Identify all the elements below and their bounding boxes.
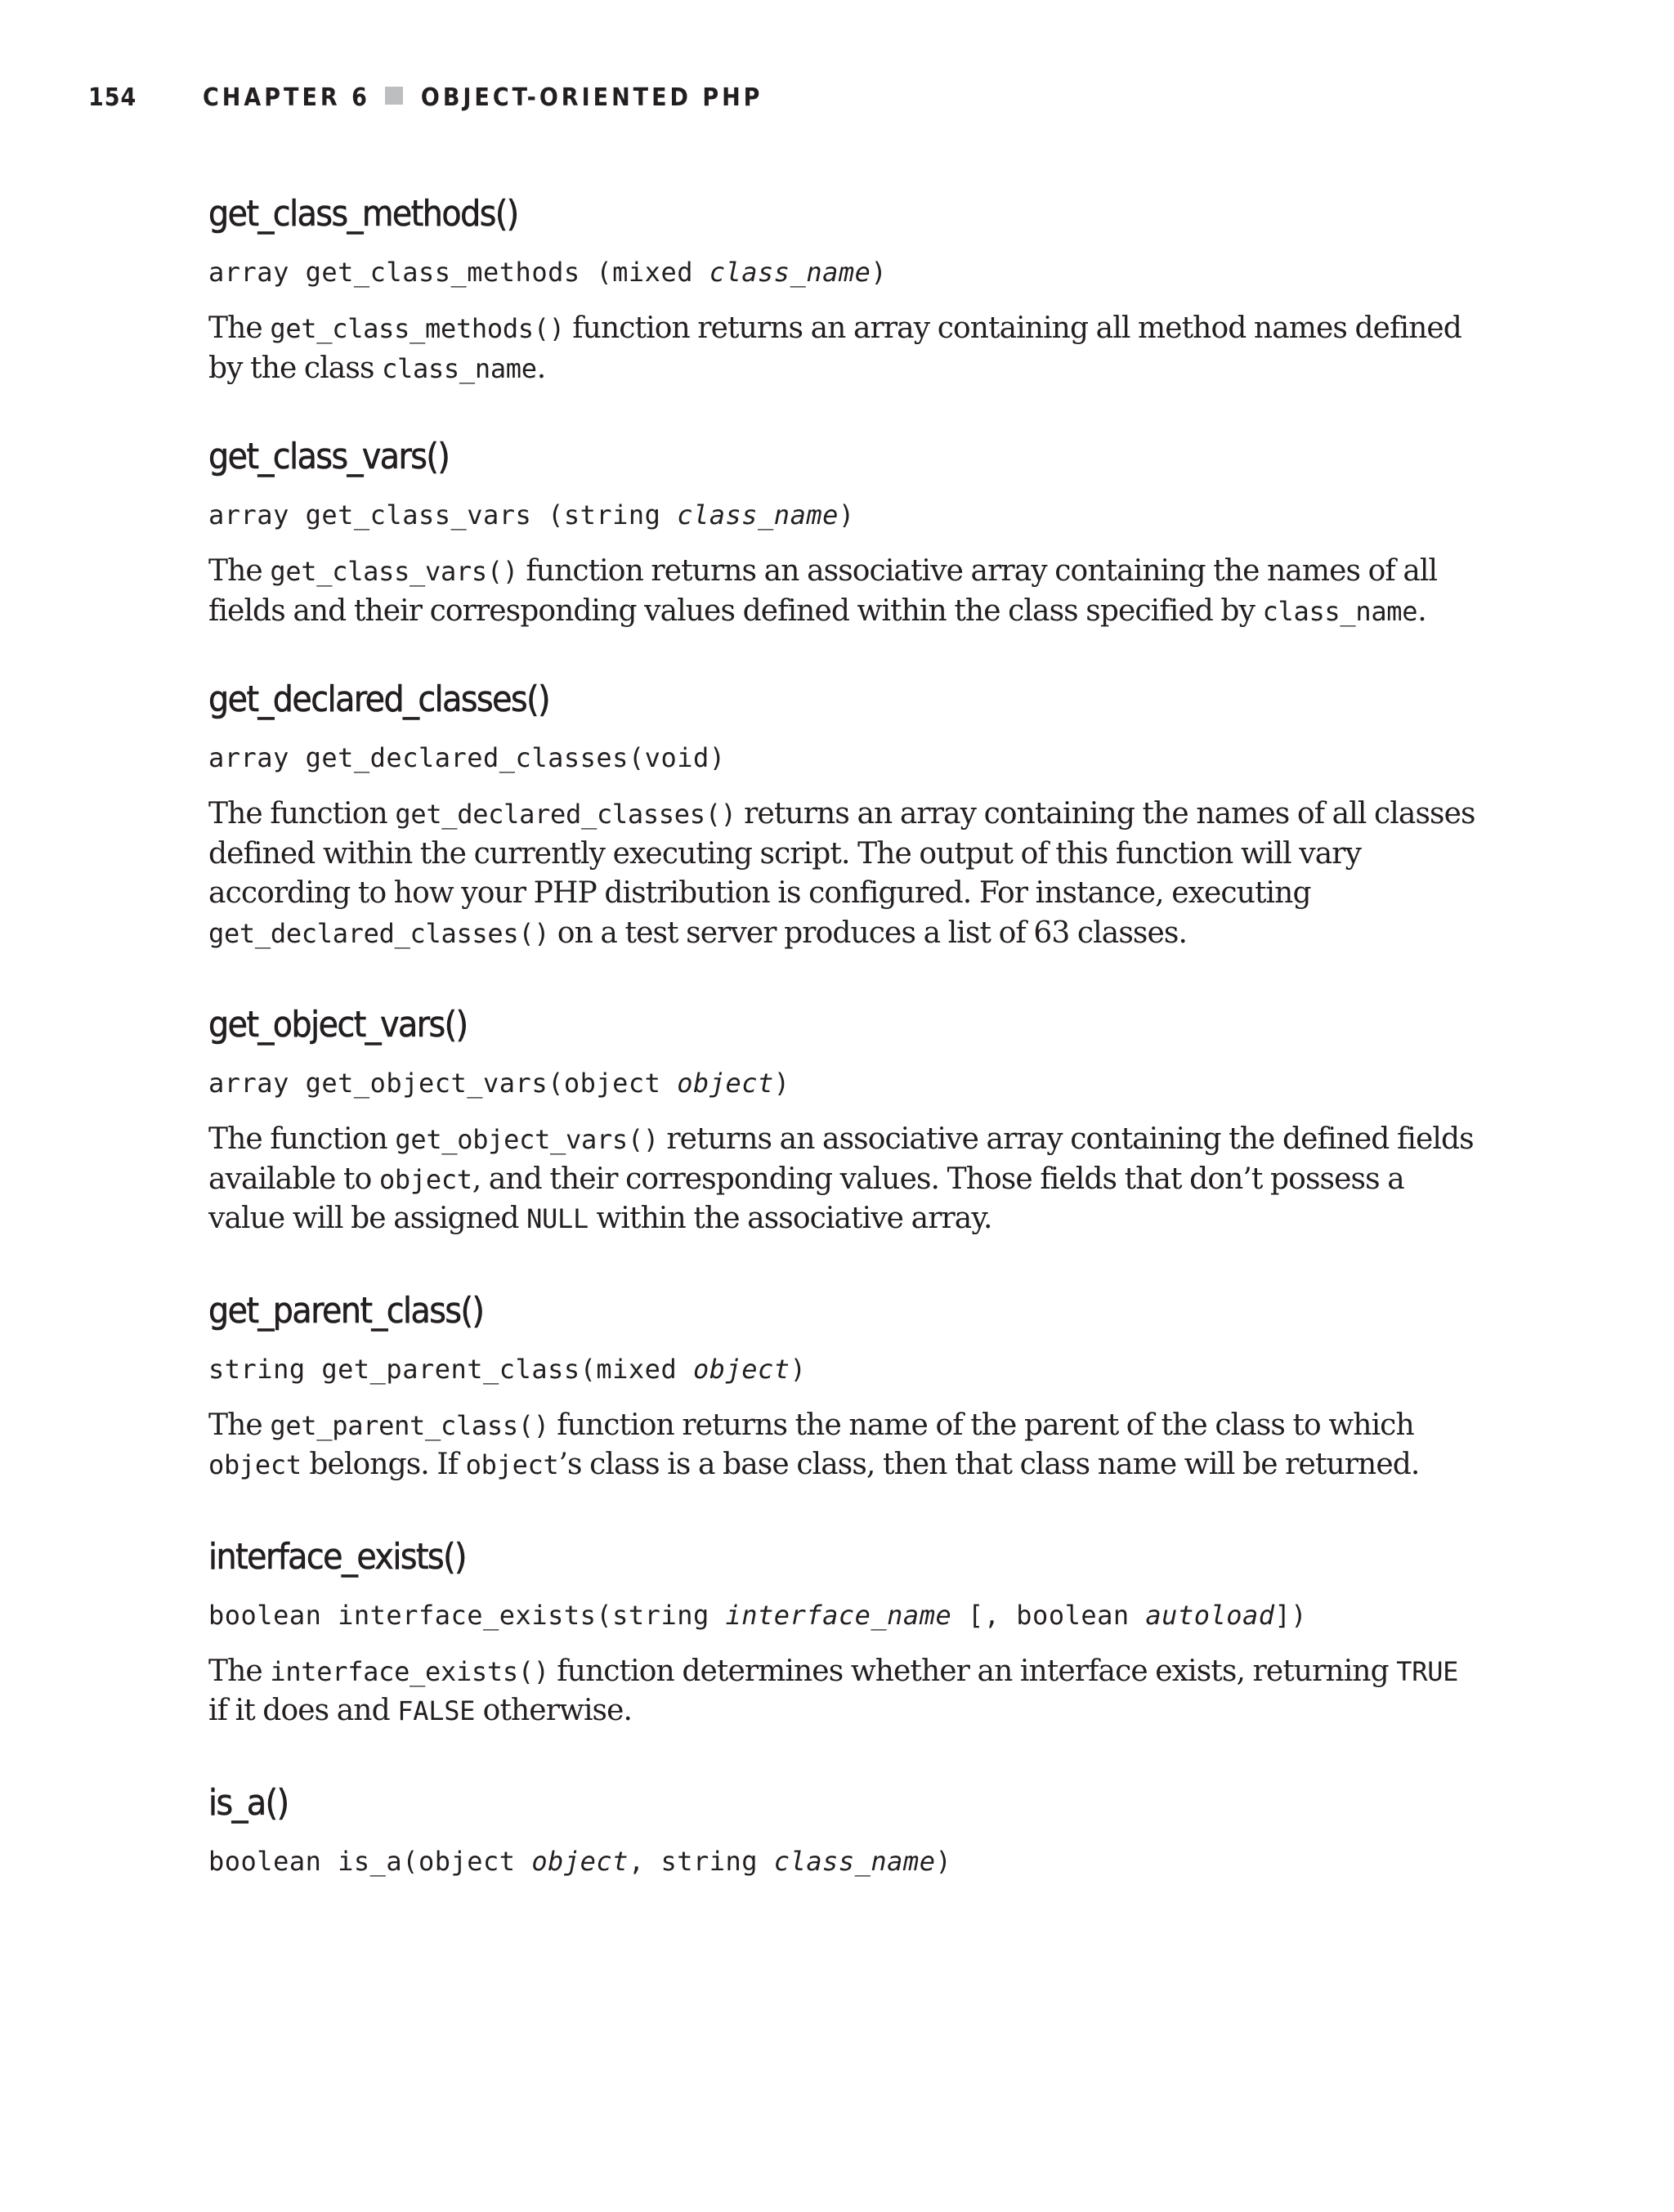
function-description bbox=[208, 552, 1484, 631]
desc-text: function determines whether an interface exists, returning bbox=[548, 1654, 1397, 1688]
function-title: get_class_vars() bbox=[208, 436, 450, 477]
signature-text: array get_declared_classes(void) bbox=[208, 742, 726, 773]
running-head bbox=[88, 83, 1560, 116]
chapter-heading bbox=[203, 83, 763, 112]
desc-text: The bbox=[208, 1654, 271, 1688]
function-title: get_parent_class() bbox=[208, 1289, 484, 1332]
function-description bbox=[208, 1652, 1484, 1731]
signature-param: object bbox=[677, 1068, 774, 1099]
desc-text: returns an array containing the names of all classes defined within the currently executing script. The output of this function will vary according to how your PHP distribution is configured. For instance, executing bbox=[208, 797, 1475, 910]
inline-code: object bbox=[378, 1163, 472, 1195]
desc-text: on a test server produces a list of 63 classes. bbox=[549, 916, 1188, 950]
separator-square-icon bbox=[385, 87, 403, 105]
inline-code: interface_exists() bbox=[270, 1655, 549, 1687]
desc-text: within the associative array. bbox=[588, 1202, 992, 1235]
function-entry-interface-exists bbox=[208, 1531, 1484, 1731]
function-description bbox=[208, 795, 1484, 953]
chapter-label: CHAPTER 6 bbox=[203, 83, 370, 112]
page-number: 154 bbox=[88, 83, 137, 112]
signature-text: array get_object_vars(object bbox=[208, 1068, 678, 1099]
inline-code: class_name bbox=[382, 352, 537, 384]
function-signature bbox=[208, 737, 1484, 778]
inline-code: get_declared_classes() bbox=[208, 917, 550, 949]
desc-text: The bbox=[208, 1408, 271, 1442]
desc-text: function returns the name of the parent of the class to which bbox=[548, 1408, 1414, 1442]
inline-code: get_class_methods() bbox=[270, 313, 565, 344]
function-signature bbox=[208, 252, 1484, 293]
inline-code: NULL bbox=[526, 1203, 589, 1234]
signature-param: class_name bbox=[773, 1845, 936, 1877]
signature-text: string get_parent_class(mixed bbox=[208, 1353, 693, 1385]
inline-code: FALSE bbox=[397, 1695, 476, 1726]
inline-code: object bbox=[208, 1449, 302, 1480]
function-signature bbox=[208, 495, 1484, 535]
signature-param: interface_name bbox=[725, 1599, 952, 1631]
inline-code: TRUE bbox=[1396, 1655, 1459, 1687]
page-body bbox=[208, 188, 1484, 1882]
signature-text: ) bbox=[790, 1353, 807, 1385]
function-entry-get-object-vars bbox=[208, 999, 1484, 1239]
signature-text: boolean interface_exists(string bbox=[208, 1599, 726, 1631]
desc-text: belongs. If bbox=[301, 1448, 466, 1481]
function-entry-get-class-methods bbox=[208, 188, 1484, 388]
inline-code: get_object_vars() bbox=[395, 1124, 659, 1155]
signature-text: ) bbox=[871, 257, 888, 288]
inline-code: object bbox=[465, 1449, 559, 1480]
desc-text: otherwise. bbox=[475, 1694, 633, 1727]
desc-text: The bbox=[208, 311, 271, 345]
desc-text: function returns an array containing all method names defined by the class bbox=[208, 311, 1461, 385]
desc-text: . bbox=[1417, 593, 1426, 628]
signature-text: ) bbox=[773, 1068, 790, 1099]
desc-text: returns an associative array containing the defined fields available to bbox=[208, 1122, 1474, 1196]
desc-text: The function bbox=[208, 797, 396, 831]
function-title: get_class_methods() bbox=[208, 193, 518, 235]
function-signature bbox=[208, 1841, 1484, 1882]
function-signature bbox=[208, 1063, 1484, 1104]
signature-param: class_name bbox=[677, 499, 839, 531]
signature-param: autoload bbox=[1145, 1599, 1275, 1631]
signature-text: [, boolean bbox=[951, 1599, 1146, 1631]
signature-text: ) bbox=[935, 1845, 952, 1877]
signature-text: array get_class_vars (string bbox=[208, 499, 678, 531]
function-entry-get-class-vars bbox=[208, 431, 1484, 631]
function-entry-get-parent-class bbox=[208, 1285, 1484, 1485]
signature-text: ) bbox=[838, 499, 855, 531]
desc-text: . bbox=[536, 351, 546, 385]
function-entry-is-a bbox=[208, 1777, 1484, 1882]
desc-text: The function bbox=[208, 1122, 396, 1156]
function-description bbox=[208, 309, 1484, 388]
inline-code: get_class_vars() bbox=[270, 556, 518, 587]
function-entry-get-declared-classes bbox=[208, 674, 1484, 953]
signature-param: object bbox=[531, 1845, 629, 1877]
function-title: interface_exists() bbox=[208, 1535, 466, 1578]
signature-text: , string bbox=[628, 1845, 774, 1877]
signature-param: class_name bbox=[709, 257, 871, 288]
function-title: get_declared_classes() bbox=[208, 678, 550, 720]
function-signature bbox=[208, 1595, 1484, 1636]
function-description bbox=[208, 1120, 1484, 1239]
desc-text: The bbox=[208, 554, 271, 588]
inline-code: get_declared_classes() bbox=[395, 799, 736, 830]
function-description bbox=[208, 1406, 1484, 1485]
desc-text: , and their corresponding values. Those fields that don’t possess a value will be assigned bbox=[208, 1162, 1404, 1235]
function-title: is_a() bbox=[208, 1781, 289, 1824]
inline-code: get_parent_class() bbox=[270, 1409, 549, 1441]
desc-text: if it does and bbox=[208, 1694, 398, 1727]
function-title: get_object_vars() bbox=[208, 1004, 468, 1046]
function-signature bbox=[208, 1349, 1484, 1390]
chapter-title: OBJECT-ORIENTED PHP bbox=[420, 83, 763, 112]
signature-text: ]) bbox=[1274, 1599, 1308, 1631]
desc-text: ’s class is a base class, then that class name will be returned. bbox=[558, 1448, 1420, 1481]
desc-text: function returns an associative array containing the names of all fields and their corresponding values defined within the class specified by bbox=[208, 554, 1438, 628]
inline-code: class_name bbox=[1262, 595, 1418, 627]
signature-text: array get_class_methods (mixed bbox=[208, 257, 709, 288]
signature-text: boolean is_a(object bbox=[208, 1845, 532, 1877]
signature-param: object bbox=[692, 1353, 790, 1385]
